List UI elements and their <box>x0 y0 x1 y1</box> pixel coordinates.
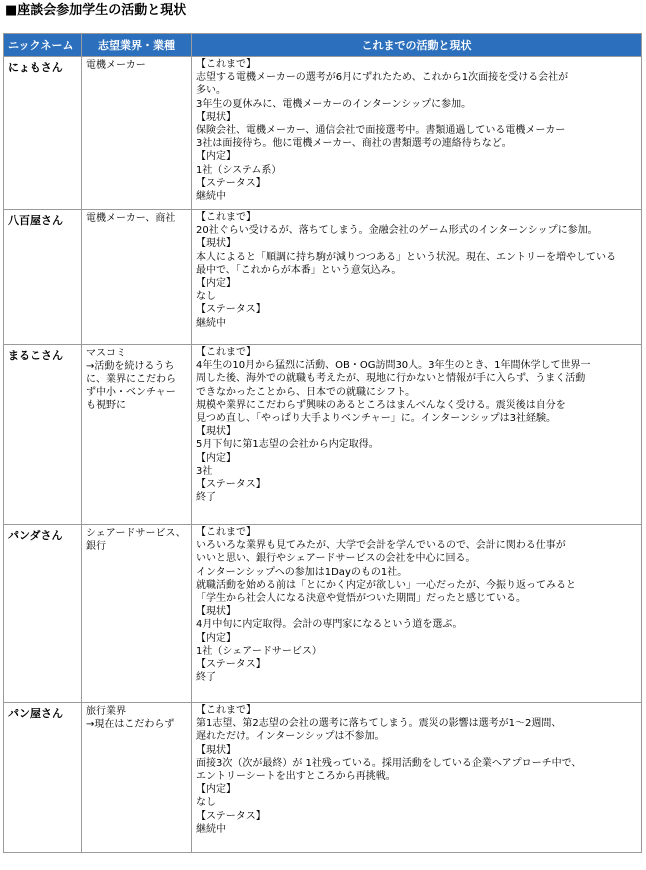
activity-line: できなかったことから、日本での就職にシフト。 <box>196 386 416 398</box>
field-line: 旅行業界 <box>86 706 126 717</box>
nickname-cell: まるこさん <box>4 345 82 525</box>
field-line: 銀行 <box>86 541 106 552</box>
activity-line: 【内定】 <box>196 632 236 644</box>
activity-line: 1社（シェアードサービス） <box>196 645 322 657</box>
field-cell <box>82 345 192 525</box>
activity-line: インターンシップへの参加は1Dayのもの1社。 <box>196 566 408 578</box>
activity-line: 【これまで】 <box>196 212 256 223</box>
activity-line: 継続中 <box>196 823 226 835</box>
field-line: も視野に <box>86 400 126 411</box>
nickname-cell: 八百屋さん <box>4 210 82 345</box>
field-line: 電機メーカー、商社 <box>86 213 176 224</box>
activity-line: 【現状】 <box>196 426 236 438</box>
header-activity: これまでの活動と現状 <box>192 34 642 57</box>
page-title: ■座談会参加学生の活動と現状 <box>5 3 187 18</box>
activity-line: 遅れただけ。インターンシップは不参加。 <box>196 731 385 743</box>
activity-line: 見つめ直し、「やっぱり大手よりベンチャー」に。インターンシップは3社経験。 <box>196 413 557 425</box>
activity-line: 最中で、「これからが本番」という意気込み。 <box>196 264 402 276</box>
header-field: 志望業界・業種 <box>82 34 192 57</box>
activity-line: 「学生から社会人になる決意や覚悟がついた期間」だったと感じている。 <box>196 593 526 605</box>
activity-line: 保険会社、電機メーカー、通信会社で面接選考中。書類通過している電機メーカー <box>196 125 566 137</box>
activity-line: いろいろな業界も見てみたが、大学で会計を学んでいるので、会計に関わる仕事が <box>196 540 566 552</box>
table-row <box>4 210 642 345</box>
table-row <box>4 57 642 210</box>
activity-line: 【ステータス】 <box>196 659 266 671</box>
activity-line: 終了 <box>196 672 216 684</box>
table-header-row <box>4 34 642 57</box>
activity-line: 就職活動を始める前は「とにかく内定が欲しい」一心だったが、今振り返ってみると <box>196 579 576 591</box>
activity-line: 【ステータス】 <box>196 810 266 822</box>
activity-line: なし <box>196 797 216 809</box>
activity-line: 【現状】 <box>196 606 236 618</box>
activity-line: 【ステータス】 <box>196 304 266 316</box>
activity-line: 【ステータス】 <box>196 479 266 491</box>
field-line: 電機メーカー <box>86 60 146 71</box>
student-activity-table <box>3 33 642 853</box>
field-line: マスコミ <box>86 348 126 359</box>
field-line: ず中小・ベンチャー <box>86 387 176 398</box>
activity-line: 1社（システム系） <box>196 164 282 176</box>
activity-line: 【ステータス】 <box>196 177 266 189</box>
activity-line: 【内定】 <box>196 151 236 163</box>
field-line: シェアードサービス、 <box>86 528 186 539</box>
activity-line: 規模や業界にこだわらず興味のあるところはまんべんなく受ける。震災後は自分を <box>196 399 566 411</box>
activity-line: 周した後、海外での就職も考えたが、現地に行かないと情報が手に入らず、うまく活動 <box>196 373 586 385</box>
activity-line: 【内定】 <box>196 278 236 290</box>
activity-line: 第1志望、第2志望の会社の選考に落ちてしまう。震災の影響は選考が1～2週間、 <box>196 718 562 730</box>
field-cell <box>82 703 192 853</box>
activity-line: 【現状】 <box>196 238 236 250</box>
activity-line: 【これまで】 <box>196 527 256 538</box>
activity-line: 継続中 <box>196 317 226 329</box>
activity-line: 終了 <box>196 492 216 504</box>
activity-line: 【これまで】 <box>196 59 256 70</box>
activity-line: 3社は面接待ち。他に電機メーカー、商社の書類選考の連絡待ちなど。 <box>196 138 512 150</box>
activity-cell <box>192 57 642 210</box>
activity-line: エントリーシートを出すところから再挑戦。 <box>196 771 396 783</box>
activity-line: 【内定】 <box>196 452 236 464</box>
activity-line: 面接3次（次が最終）が 1社残っている。採用活動をしている企業へアプローチ中で、 <box>196 757 582 769</box>
activity-line: 【内定】 <box>196 784 236 796</box>
nickname-cell: パンダさん <box>4 525 82 703</box>
activity-line: 【現状】 <box>196 111 236 123</box>
field-cell <box>82 57 192 210</box>
activity-cell <box>192 703 642 853</box>
activity-line: 継続中 <box>196 191 226 203</box>
table-row <box>4 525 642 703</box>
activity-cell <box>192 210 642 345</box>
field-line: に、業界にこだわら <box>86 374 176 385</box>
table-row <box>4 703 642 853</box>
activity-line: 【これまで】 <box>196 705 256 716</box>
nickname-cell: パン屋さん <box>4 703 82 853</box>
activity-line: 【これまで】 <box>196 347 256 358</box>
activity-line: なし <box>196 291 216 303</box>
activity-cell <box>192 525 642 703</box>
activity-line: 4月中旬に内定取得。会計の専門家になるという道を選ぶ。 <box>196 619 463 631</box>
activity-line: 多い。 <box>196 85 226 97</box>
table-row <box>4 345 642 525</box>
activity-cell <box>192 345 642 525</box>
field-cell <box>82 210 192 345</box>
field-line: →活動を続けるうち <box>86 361 175 372</box>
field-cell <box>82 525 192 703</box>
activity-line: 4年生の10月から猛烈に活動、OB・OG訪問30人。3年生のとき、1年間休学して世界一 <box>196 360 591 372</box>
nickname-cell: にょもさん <box>4 57 82 210</box>
activity-line: 3社 <box>196 465 213 477</box>
activity-line: 3年生の夏休みに、電機メーカーのインターンシップに参加。 <box>196 98 472 110</box>
activity-line: 5月下旬に第1志望の会社から内定取得。 <box>196 439 379 451</box>
activity-line: 本人によると「順調に持ち駒が減りつつある」という状況。現在、エントリーを増やしている <box>196 251 616 263</box>
header-nickname: ニックネーム <box>4 34 82 57</box>
activity-line: 20社ぐらい受けるが、落ちてしまう。金融会社のゲーム形式のインターンシップに参加。 <box>196 225 598 237</box>
activity-line: いいと思い、銀行やシェアードサービスの会社を中心に回る。 <box>196 553 476 565</box>
field-line: →現在はこだわらず <box>86 719 175 730</box>
activity-line: 【現状】 <box>196 744 236 756</box>
activity-line: 志望する電機メーカーの選考が6月にずれたため、これから1次面接を受ける会社が <box>196 72 569 84</box>
